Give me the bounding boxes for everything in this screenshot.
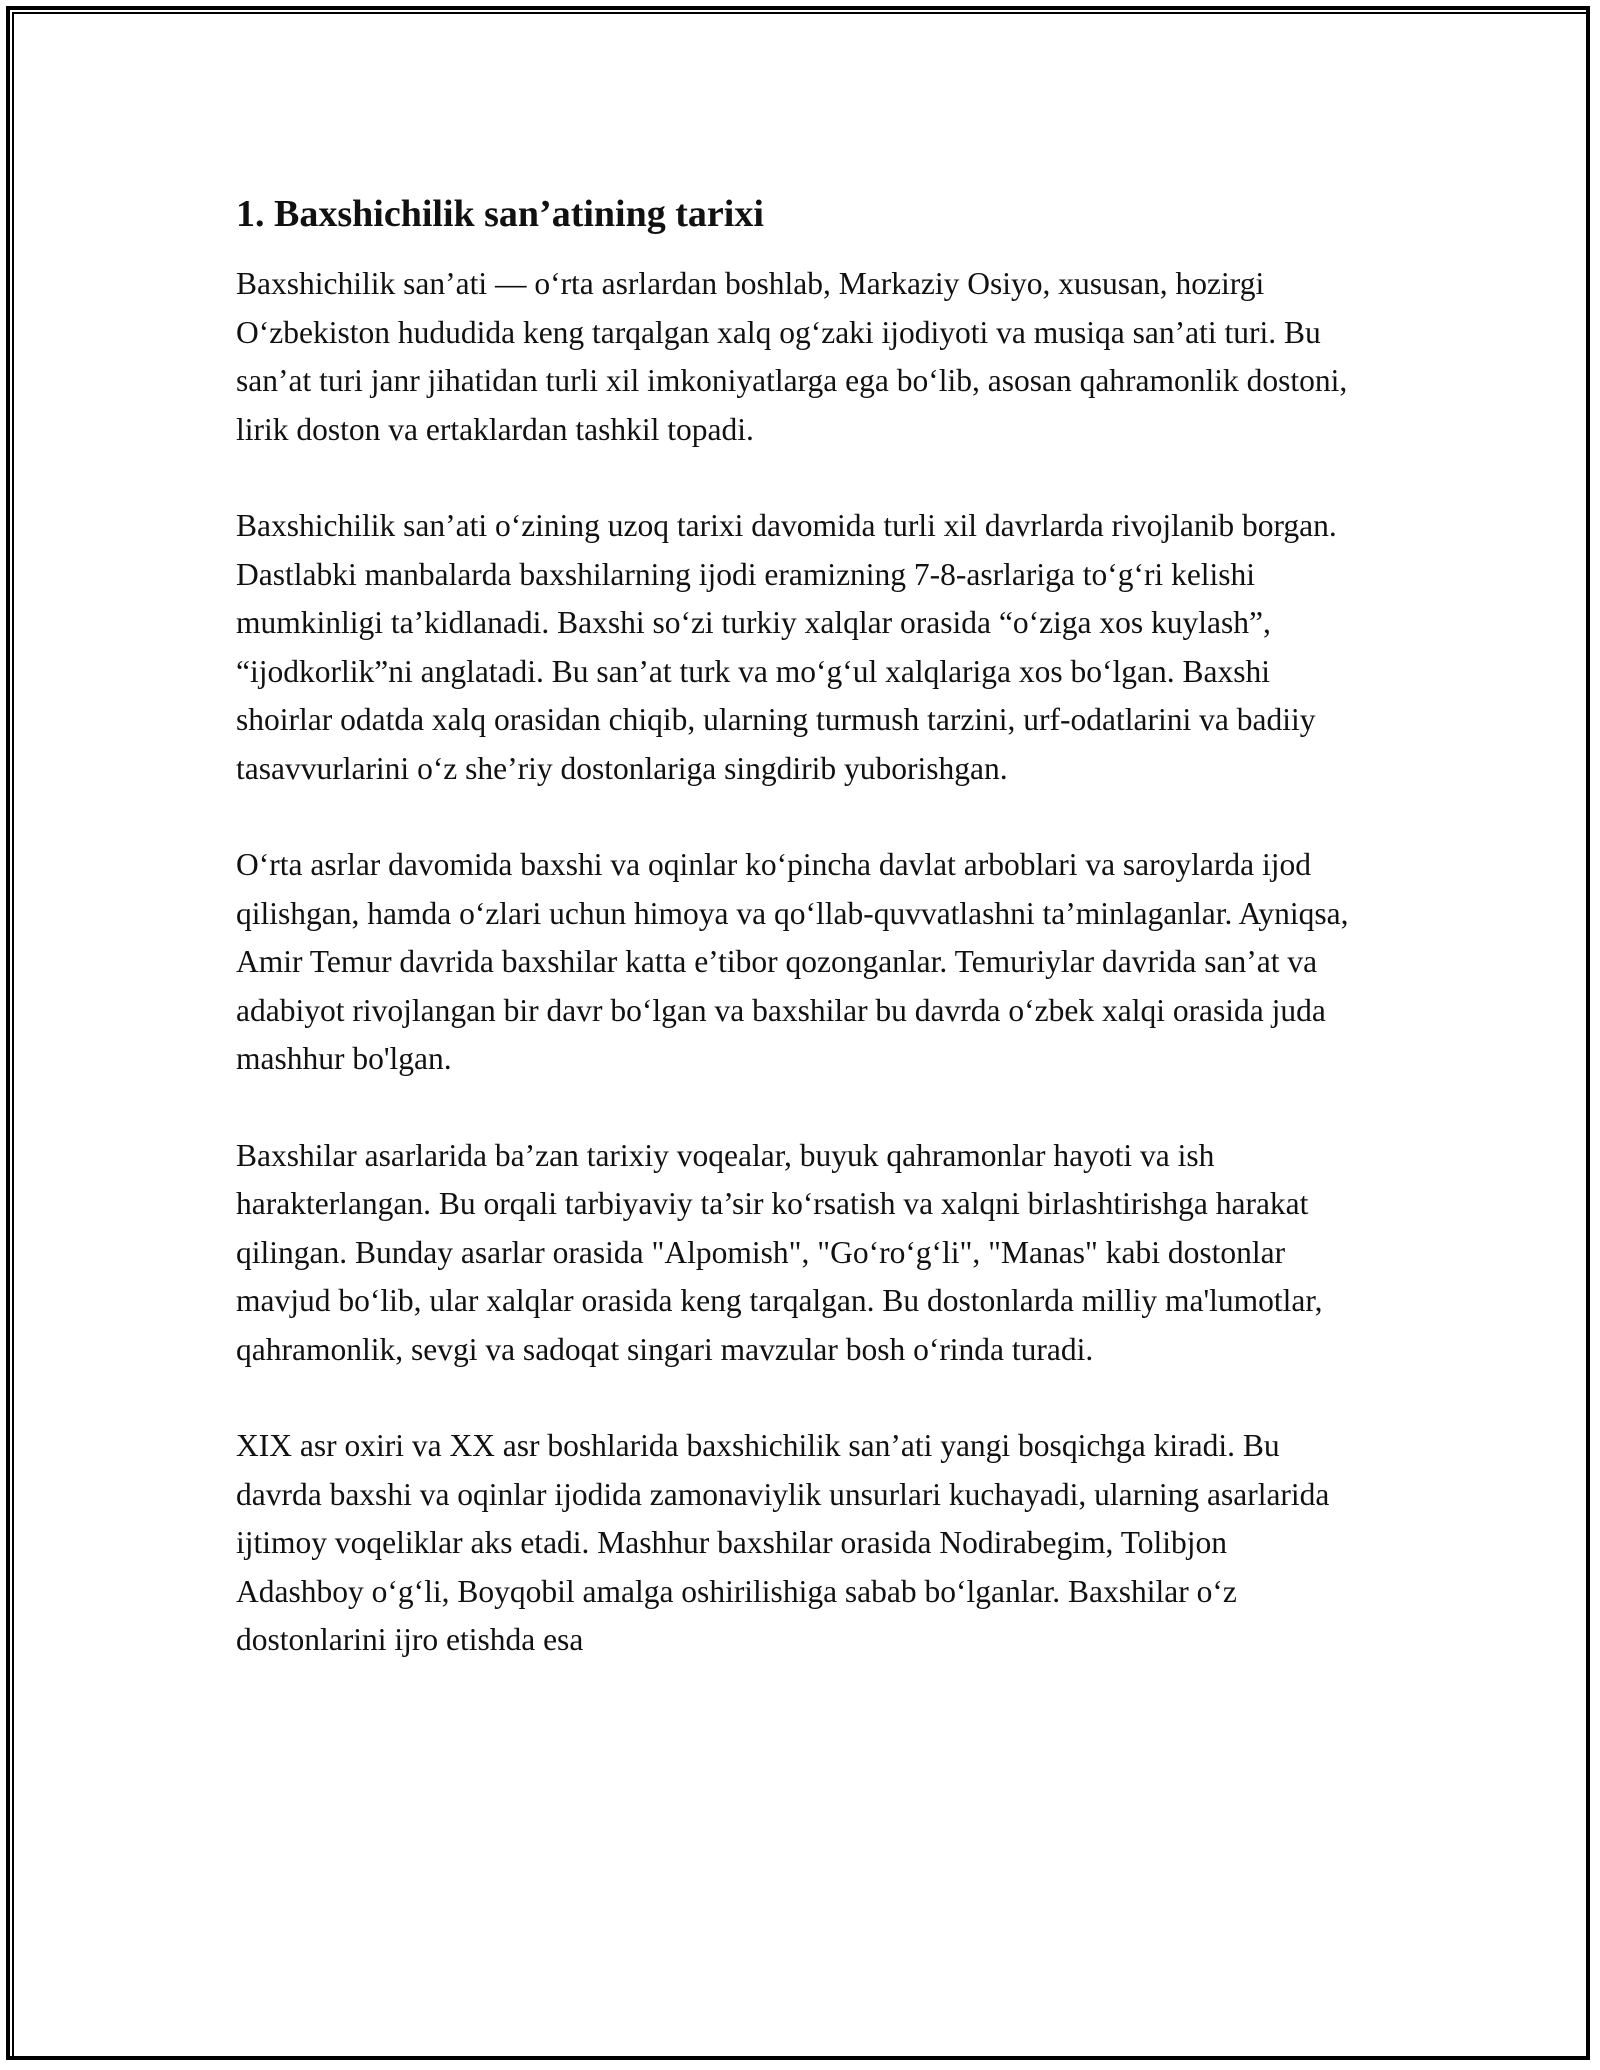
paragraph-1: Baxshichilik san’ati — o‘rta asrlardan boshlab, Markaziy Osiyo, xususan, hozirgi O‘zbekiston hududida keng tarqalgan xalq og‘zaki ijodiyoti va musiqa san’ati turi. Bu san’at turi janr jihatidan turli xil imkoniyatlarga ega bo‘lib, asosan qahramonlik dostoni, lirik doston va ertaklardan tashkil topadi. <box>236 266 1348 447</box>
section-heading: 1. Baxshichilik san’atining tarixi <box>236 193 764 235</box>
paragraph-3: O‘rta asrlar davomida baxshi va oqinlar ko‘pincha davlat arboblari va saroylarda ijod qilishgan, hamda o‘zlari uchun himoya va qo‘llab-quvvatlashni ta’minlaganlar. Ayniqsa, Amir Temur davrida baxshilar katta e’tibor qozonganlar. Temuriylar davrida san’at va adabiyot rivojlangan bir davr bo‘lgan va baxshilar bu davrda o‘zbek xalqi orasida juda mashhur bo'lgan. <box>236 847 1349 1076</box>
document-body <box>236 180 1356 1665</box>
paragraph-2: Baxshichilik san’ati o‘zining uzoq tarixi davomida turli xil davrlarda rivojlanib borgan. Dastlabki manbalarda baxshilarning ijodi eramizning 7-8-asrlariga to‘g‘ri kelishi mumkinligi ta’kidlanadi. Baxshi so‘zi turkiy xalqlar orasida “o‘ziga xos kuylash”, “ijodkorlik”ni anglatadi. Bu san’at turk va mo‘g‘ul xalqlariga xos bo‘lgan. Baxshi shoirlar odatda xalq orasidan chiqib, ularning turmush tarzini, urf-odatlarini va badiiy tasavvurlarini o‘z she’riy dostonlariga singdirib yuborishgan. <box>236 508 1337 786</box>
paragraph-4: Baxshilar asarlarida ba’zan tarixiy voqealar, buyuk qahramonlar hayoti va ish harakterlangan. Bu orqali tarbiyaviy ta’sir ko‘rsatish va xalqni birlashtirishga harakat qilingan. Bunday asarlar orasida "Alpomish", "Go‘ro‘g‘li", "Manas" kabi dostonlar mavjud bo‘lib, ular xalqlar orasida keng tarqalgan. Bu dostonlarda milliy ma'lumotlar, qahramonlik, sevgi va sadoqat singari mavzular bosh o‘rinda turadi. <box>236 1137 1323 1367</box>
paragraph-5: XIX asr oxiri va XX asr boshlarida baxshichilik san’ati yangi bosqichga kiradi. Bu davrda baxshi va oqinlar ijodida zamonaviylik unsurlari kuchayadi, ularning asarlarida ijtimoy voqeliklar aks etadi. Mashhur baxshilar orasida Nodirabegim, Tolibjon Adashboy o‘g‘li, Boyqobil amalga oshirilishiga sabab bo‘lganlar. Baxshilar o‘z dostonlarini ijro etishda esa <box>236 1428 1330 1657</box>
